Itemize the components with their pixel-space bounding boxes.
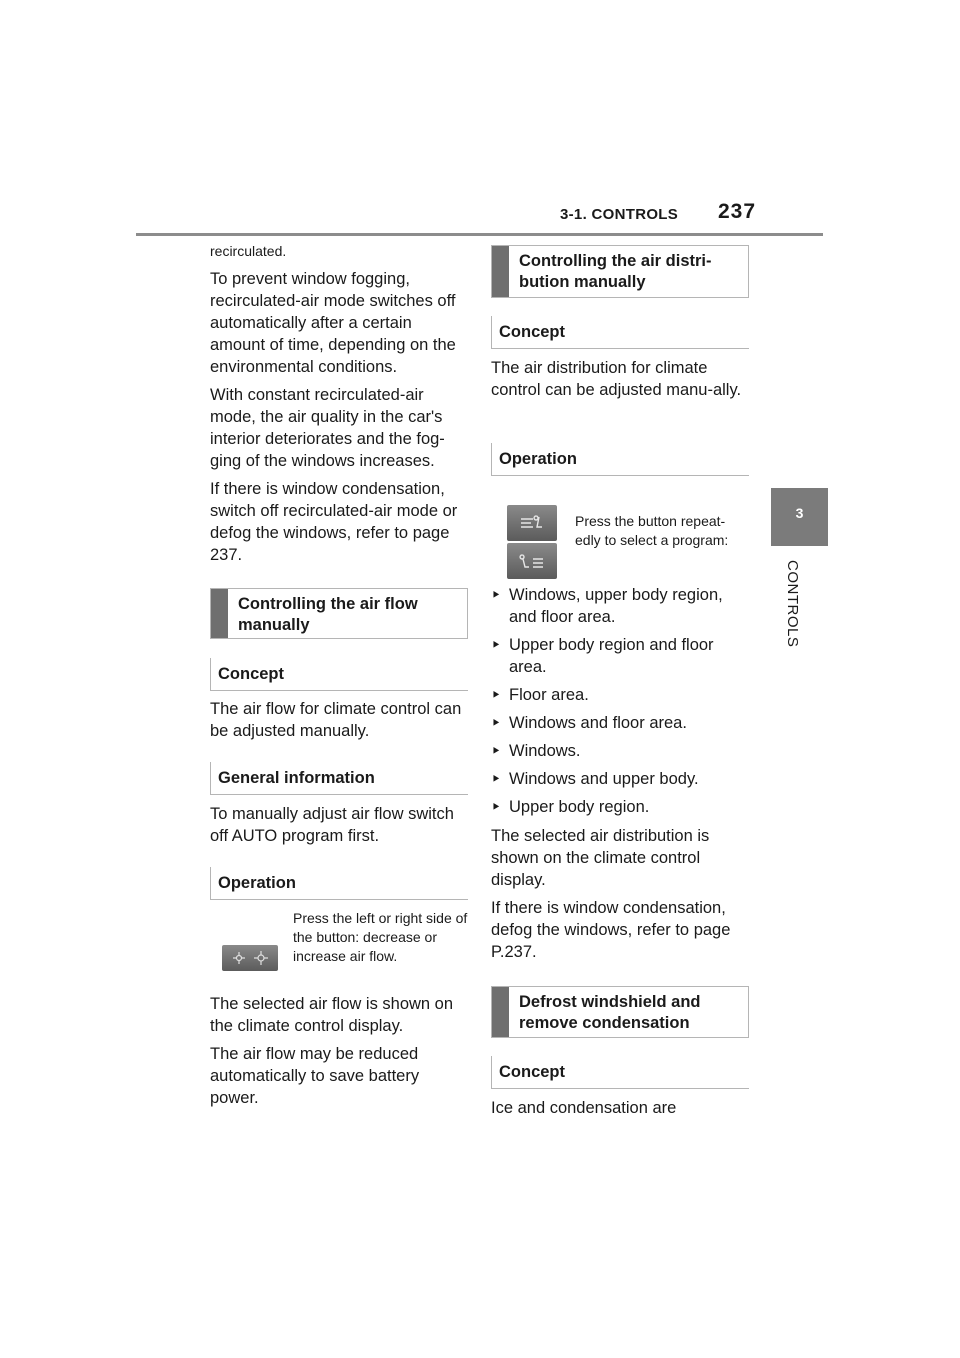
subheading-operation: Operation xyxy=(210,867,468,900)
air-distribution-lower-icon xyxy=(517,551,547,571)
list-item: ⯈ Windows and floor area. xyxy=(491,714,687,732)
operation-note-air-distribution: Press the button repeat-edly to select a program: xyxy=(575,513,729,548)
list-item: ⯈ Upper body region. xyxy=(491,798,650,816)
air-distribution-upper-icon xyxy=(517,513,547,533)
subheading-general-information: General information xyxy=(210,762,468,795)
heading-box-defrost xyxy=(491,986,749,1038)
list-item: ⯈ Floor area. xyxy=(491,686,589,704)
section-title: 3-1. CONTROLS xyxy=(560,206,679,223)
paragraph-window-fogging: To prevent window fogging, recirculated-air mode switches off automatically after a certain amount of time, depending on the environmental conditions. xyxy=(210,270,456,376)
paragraph-condensation-defog: If there is window condensation, defog the windows, refer to page P.237. xyxy=(491,899,731,961)
subheading-concept: Concept xyxy=(491,1056,749,1089)
paragraph-general-information: To manually adjust air flow switch off AUTO program first. xyxy=(210,805,454,845)
paragraph-constant-recirculation: With constant recirculated-air mode, the air quality in the car's interior deteriorates and the fog-ging of the windows increases. xyxy=(210,386,445,470)
paragraph-condensation: If there is window condensation, switch off recirculated-air mode or defog the windows, refer to page 237. xyxy=(210,480,458,564)
subheading-concept: Concept xyxy=(491,316,749,349)
paragraph-ice-condensation: Ice and condensation are xyxy=(491,1099,677,1117)
subheading-operation: Operation xyxy=(491,443,749,476)
list-item: ⯈ Windows. xyxy=(491,742,581,760)
heading-text: Controlling the air distri-bution manually xyxy=(519,252,712,291)
bullet-icon: ⯈ xyxy=(491,588,501,602)
list-item: ⯈ Upper body region and floor area. xyxy=(491,636,714,676)
heading-bar xyxy=(492,987,509,1037)
heading-box-air-flow xyxy=(210,588,468,639)
heading-text: Defrost windshield and remove condensation xyxy=(519,993,701,1032)
air-flow-button-image xyxy=(222,945,278,971)
bullet-icon: ⯈ xyxy=(491,744,501,758)
paragraph-air-flow-concept: The air flow for climate control can be adjusted manually. xyxy=(210,700,462,740)
subheading-concept: Concept xyxy=(210,658,468,691)
heading-bar xyxy=(211,589,228,638)
paragraph-air-distribution-concept: The air distribution for climate control can be adjusted manu-ally. xyxy=(491,359,742,399)
paragraph-air-distribution-display: The selected air distribution is shown on the climate control display. xyxy=(491,827,710,889)
bullet-icon: ⯈ xyxy=(491,638,501,652)
heading-bar xyxy=(492,246,509,297)
program-list xyxy=(491,584,749,824)
page-number: 237 xyxy=(718,200,757,223)
heading-box-air-distribution xyxy=(491,245,749,298)
bullet-icon: ⯈ xyxy=(491,800,501,814)
heading-text: Controlling the air flow manually xyxy=(238,595,418,634)
paragraph-battery: The air flow may be reduced automatically to save battery power. xyxy=(210,1045,420,1107)
operation-note-air-flow: Press the left or right side of the button: decrease or increase air flow. xyxy=(293,910,468,964)
list-item: ⯈ Windows, upper body region, and floor area. xyxy=(491,586,723,626)
chapter-number: 3 xyxy=(795,505,804,521)
bullet-icon: ⯈ xyxy=(491,772,501,786)
continued-text: recirculated. xyxy=(210,243,287,259)
bullet-icon: ⯈ xyxy=(491,716,501,730)
air-distribution-button-upper-image xyxy=(507,505,557,541)
chapter-label: CONTROLS xyxy=(784,560,801,648)
bullet-icon: ⯈ xyxy=(491,688,501,702)
header-rule xyxy=(136,233,823,236)
list-item: ⯈ Windows and upper body. xyxy=(491,770,699,788)
fan-speed-icon xyxy=(227,949,273,967)
paragraph-air-flow-display: The selected air flow is shown on the climate control display. xyxy=(210,995,454,1035)
air-distribution-button-lower-image xyxy=(507,543,557,579)
